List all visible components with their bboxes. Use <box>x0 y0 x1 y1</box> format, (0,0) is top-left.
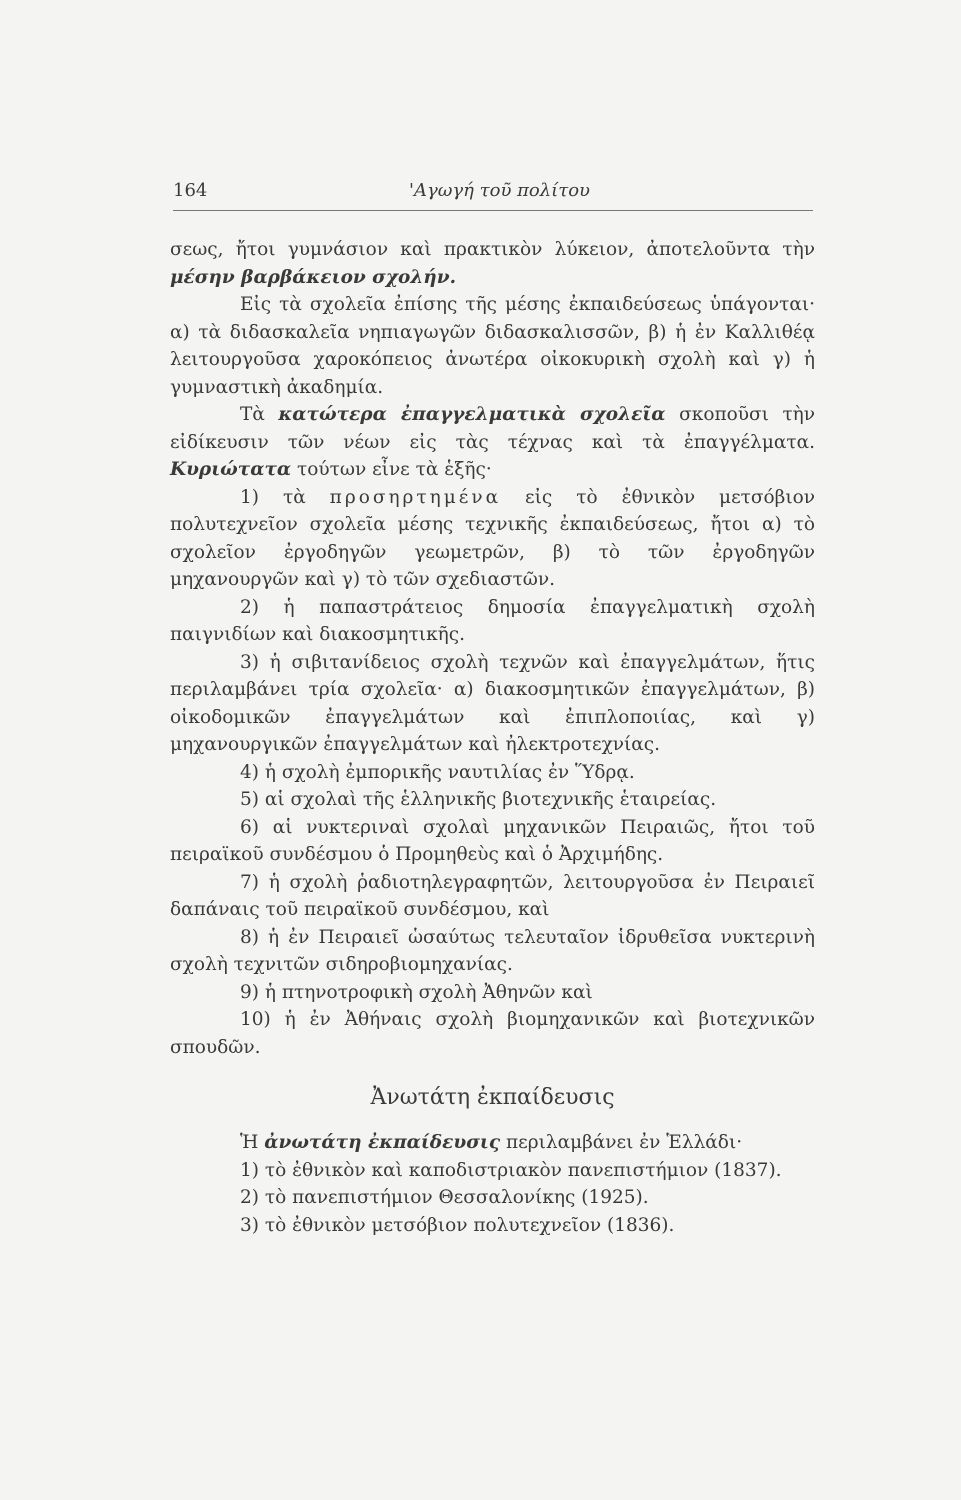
page-header <box>173 180 813 211</box>
text-run: σκοποῦσι τὴν εἰδίκευσιν τῶν νέων εἰς τὰς τέχνας καὶ τὰ ἐπαγγέλματα. <box>170 404 816 453</box>
text-run: περιλαμβάνει ἐν Ἑλλάδι· <box>500 1132 743 1153</box>
emphasis: Κυριώτατα <box>170 459 292 480</box>
paragraph-1 <box>170 236 815 291</box>
section-item-1: 1) τὸ ἐθνικὸν καὶ καποδιστριακὸν πανεπιστήμιον (1837). <box>240 1159 782 1181</box>
page-number: 164 <box>173 180 208 201</box>
list-item-9: 9) ἡ πτηνοτροφικὴ σχολὴ Ἀθηνῶν καὶ <box>240 981 593 1003</box>
section-item-3: 3) τὸ ἐθνικὸν μετσόβιον πολυτεχνεῖον (1836). <box>240 1214 675 1236</box>
list-item-5: 5) αἱ σχολαὶ τῆς ἑλληνικῆς βιοτεχνικῆς ἑταιρείας. <box>240 789 717 810</box>
emphasis: μέσην βαρβάκειον σχολήν. <box>170 266 457 288</box>
text-run: Τὰ <box>240 404 279 425</box>
paragraph-2: Εἰς τὰ σχολεῖα ἐπίσης τῆς μέσης ἐκπαιδεύσεως ὑπάγονται· α) τὰ διδασκαλεῖα νηπιαγωγῶν διδασκαλισσῶν, β) ἡ ἐν Καλλιθέᾳ λειτουργοῦσα χαροκόπειος ἀνωτέρα οἰκοκυρικὴ σχολὴ καὶ γ) ἡ γυμναστικὴ ἀκαδημία. <box>170 294 815 398</box>
page-body <box>170 236 815 1239</box>
section-title: Ἀνωτάτη ἐκπαίδευσις <box>370 1085 615 1110</box>
list-item-6: 6) αἱ νυκτεριναὶ σχολαὶ μηχανικῶν Πειραιῶς, ἤτοι τοῦ πειραϊκοῦ συνδέσμου ὁ Προμηθεὺς καὶ ὁ Ἀρχιμήδης. <box>170 816 815 865</box>
list-item-8: 8) ἡ ἐν Πειραιεῖ ὡσαύτως τελευταῖον ἱδρυθεῖσα νυκτερινὴ σχολὴ τεχνιτῶν σιδηροβιομηχανίας. <box>170 926 815 975</box>
emphasis: κατώτερα ἐπαγγελματικὰ σχολεῖα <box>278 404 666 425</box>
list-item-7: 7) ἡ σχολὴ ῥαδιοτηλεγραφητῶν, λειτουργοῦσα ἐν Πειραιεῖ δαπάναις τοῦ πειραϊκοῦ συνδέσμου, καὶ <box>170 871 815 920</box>
list-item-10: 10) ἡ ἐν Ἀθήναις σχολὴ βιομηχανικῶν καὶ βιοτεχνικῶν σπουδῶν. <box>170 1009 815 1058</box>
text-run: 1) τὰ <box>240 486 330 508</box>
text-run: τούτων εἶνε τὰ ἑξῆς· <box>291 459 492 480</box>
list-item-2: 2) ἡ παπαστράτειος δημοσία ἐπαγγελματικὴ σχολὴ παιγνιδίων καὶ διακοσμητικῆς. <box>170 596 815 645</box>
list-item-1 <box>170 484 815 594</box>
list-item-4: 4) ἡ σχολὴ ἐμπορικῆς ναυτιλίας ἐν Ὕδρᾳ. <box>240 761 635 783</box>
text-run: εἰς τὸ ἐθνικὸν μετσόβιον πολυτεχνεῖον σχολεῖα μέσης τεχνικῆς ἐκπαιδεύσεως, ἤτοι α) τὸ σχολεῖον ἐργοδηγῶν γεωμετρῶν, β) τὸ τῶν ἐργοδηγῶν μηχανουργῶν καὶ γ) τὸ τῶν σχεδιαστῶν. <box>170 486 815 590</box>
list-item-3: 3) ἡ σιβιτανίδειος σχολὴ τεχνῶν καὶ ἐπαγγελμάτων, ἥτις περιλαμβάνει τρία σχολεῖα· α) διακοσμητικῶν ἐπαγγελμάτων, β) οἰκοδομικῶν ἐπαγγελμάτων καὶ ἐπιπλοποιίας, καὶ γ) μηχανουργικῶν ἐπαγγελμάτων καὶ ἠλεκτροτεχνίας. <box>170 651 815 755</box>
spaced-emphasis: προσηρτημένα <box>329 486 502 508</box>
section-item-2: 2) τὸ πανεπιστήμιον Θεσσαλονίκης (1925). <box>240 1187 649 1208</box>
text-run: Ἡ <box>240 1132 265 1153</box>
text-run: σεως, ἤτοι γυμνάσιον καὶ πρακτικὸν λύκειον, ἀποτελοῦντα τὴν <box>170 239 815 260</box>
running-title: 'Αγωγή τοῦ πολίτου <box>409 180 590 201</box>
emphasis: ἀνωτάτη ἐκπαίδευσις <box>264 1132 501 1153</box>
section-intro <box>170 1129 815 1157</box>
paragraph-3 <box>170 401 815 484</box>
